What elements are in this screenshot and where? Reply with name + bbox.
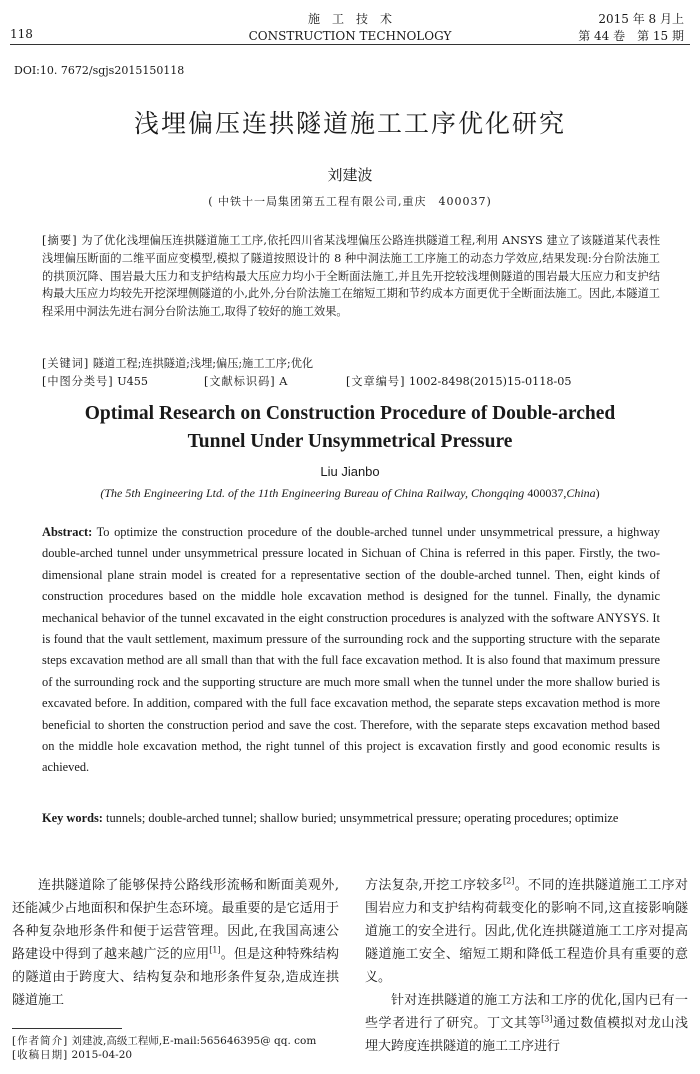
article-number-value: 1002-8498(2015)15-0118-05 xyxy=(409,375,572,388)
affiliation-en-close: ) xyxy=(595,486,600,500)
body-text: 。但是这种特殊结构的隧道由于跨度大、结构复杂和地形条件复杂,造成连拱隧道施工 xyxy=(12,947,339,1008)
abstract-en-text: To optimize the construction procedure of the double-arched tunnel under unsymmetrical pressure, a highway double-arched tunnel under unsymmetrical pressure located in Sichuan of China is referred in this paper. Firstly, the two-dimensional plane strain model is created for a representative section of the double-arched tunnel. Then, eight kinds of construction procedures based on the middle hole excavation method is designed for the tunnel. Finally, the dynamic mechanical behavior of the tunnel excavated in the eight construction procedures is analyzed with the software ANYSYS. It is found that the vault settlement, maximum pressure of the surrounding rock and the supporting structure with the separate steps excavation method are all small than that with the full face excavation method. It is also found that maximum pressure of the surrounding rock and the supporting structure are much more small when the tunnel under the more shallow buried is excavated before. In addition, compared with the full face excavation method, the separate steps excavation method is more beneficial to shorten the construction period and save the cost. Therefore, with the separate steps excavation method based on the middle hole excavation method, the right tunnel of this project is excavation firstly and good economic results is achieved. xyxy=(42,525,661,775)
abstract-en: Abstract: To optimize the construction procedure of the double-arched tunnel under unsymmetrical pressure, a highway double-arched tunnel under unsymmetrical pressure located in Sichuan of China is referred in this paper. Firstly, the two-dimensional plane strain model is created for a representative section of the double-arched tunnel. Then, eight kinds of construction procedures based on the middle hole excavation method is designed for the tunnel. Finally, the dynamic mechanical behavior of the tunnel excavated in the eight construction procedures is analyzed with the software ANYSYS. It is found that the vault settlement, maximum pressure of the surrounding rock and the supporting structure with the separate steps excavation method are all small than that with the full face excavation method. It is also found that maximum pressure of the surrounding rock and the supporting structure are much more small when the tunnel under the more shallow buried is excavated before. In addition, compared with the full face excavation method, the separate steps excavation method is more beneficial to shorten the construction period and save the cost. Therefore, with the separate steps excavation method based on the middle hole excavation method, the right tunnel of this project is excavation firstly and good economic results is achieved. xyxy=(42,525,661,775)
author-cn: 刘建波 xyxy=(327,166,373,184)
footnote-received-label: [收稿日期] xyxy=(12,1049,69,1061)
abstract-en-label: Abstract xyxy=(42,525,89,539)
affiliation-en-org: (The 5th Engineering Ltd. of the 11th Engineering Bureau of China Railway, Chongqing xyxy=(100,486,525,500)
affiliation-cn: ( 中铁十一局集团第五工程有限公司,重庆 400037) xyxy=(208,195,492,208)
citation-ref[interactable]: [3] xyxy=(541,1014,553,1024)
paper-title-en-line2: Tunnel Under Unsymmetrical Pressure xyxy=(187,431,513,452)
keywords-cn-label: [关键词] xyxy=(42,357,90,370)
header-rule xyxy=(10,44,690,45)
author-en: Liu Jianbo xyxy=(320,464,380,479)
issue-date: 2015 年 8 月上 xyxy=(598,12,684,26)
body-paragraph xyxy=(365,874,688,989)
document-code-value: A xyxy=(279,375,288,388)
clc-value: U455 xyxy=(117,375,149,388)
doi: DOI:10. 7672/sgjs2015150118 xyxy=(14,64,185,77)
body-text: 针对连拱隧道的施工方法和工序的优化,国内已有一些学者进行了研究。丁文其等 xyxy=(365,993,688,1031)
paper-title-en-line1: Optimal Research on Construction Procedure of Double-arched xyxy=(84,403,616,424)
clc-code xyxy=(42,373,148,391)
affiliation-en-postcode: 400037, xyxy=(527,486,567,500)
document-code xyxy=(204,373,287,391)
body-text: 。不同的连拱隧道施工工序对围岩应力和支护结构荷载变化的影响不同,这直接影响隧道施工的安全进行。因此,优化连拱隧道施工工序对提高隧道施工安全、缩短工期和降低工程造价具有重要的意义。 xyxy=(365,878,688,985)
body-text: 通过数值模拟对龙山浅埋大跨度连拱隧道的施工工序进行 xyxy=(365,1016,688,1054)
citation-ref[interactable]: [2] xyxy=(503,876,515,886)
article-number xyxy=(346,373,571,391)
volume-issue: 第 44 卷 第 15 期 xyxy=(578,29,684,43)
body-paragraph xyxy=(12,874,339,1012)
body-column-left xyxy=(12,874,339,1012)
keywords-cn xyxy=(42,355,660,373)
paper-title-cn: 浅埋偏压连拱隧道施工工序优化研究 xyxy=(133,109,566,138)
journal-name-cn: 施 工 技 术 xyxy=(307,12,392,26)
footnote-author-text: 刘建波,高级工程师,E-mail:565646395@ qq. com xyxy=(71,1035,317,1047)
article-number-label: [文章编号] xyxy=(346,375,406,388)
document-code-label: [文献标识码] xyxy=(204,375,276,388)
keywords-en: Key words: tunnels; double-arched tunnel; shallow buried; unsymmetrical pressure; operating procedures; optimize xyxy=(42,811,619,825)
abstract-cn-label: [摘要] xyxy=(42,234,78,247)
keywords-en-label: Key words xyxy=(42,811,99,825)
body-column-right xyxy=(365,874,688,1058)
body-text: 方法复杂,开挖工序较多 xyxy=(365,878,504,893)
journal-name-en: CONSTRUCTION TECHNOLOGY xyxy=(248,29,452,43)
keywords-cn-text: 隧道工程;连拱隧道;浅埋;偏压;施工工序;优化 xyxy=(92,357,314,370)
footnote xyxy=(12,1034,316,1062)
page-number: 118 xyxy=(10,27,33,41)
issue-info xyxy=(578,11,684,45)
clc-label: [中图分类号] xyxy=(42,375,114,388)
footnote-rule xyxy=(12,1028,122,1029)
abstract-cn xyxy=(42,232,660,321)
footnote-received-text: 2015-04-20 xyxy=(71,1049,133,1061)
body-text: 连拱隧道除了能够保持公路线形流畅和断面美观外,还能减少占地面积和保护生态环境。最重要的是它适用于各种复杂地形条件和便于运营管理。因此,在我国高速公路建设中得到了越来越广泛的应用 xyxy=(12,878,339,962)
affiliation-en xyxy=(0,486,700,501)
footnote-author-label: [作者简介] xyxy=(12,1035,69,1047)
footnote-author xyxy=(12,1034,316,1048)
abstract-cn-text: 为了优化浅埋偏压连拱隧道施工工序,依托四川省某浅埋偏压公路连拱隧道工程,利用 ANSYS 建立了该隧道某代表性浅埋偏压断面的二维平面应变模型,模拟了隧道按照设计的 8 种中洞法施工工序施工的动态力学效应,结果发现:分台阶法施工的拱顶沉降、围岩最大压力和支护结构最大压应力均小于全断面法施工,并且先开挖较浅埋侧隧道的围岩最大压应力和支护结构最大压应力均较先开挖深埋侧隧道的小,此外,分台阶法施工在缩短工期和节约成本方面更优于全断面法施工。因此,本隧道工程采用中洞法先进右洞分台阶法施工,取得了较好的施工效果。 xyxy=(42,234,661,319)
affiliation-en-country: China xyxy=(566,486,596,500)
paper-title-en xyxy=(0,400,700,456)
keywords-en-text: tunnels; double-arched tunnel; shallow buried; unsymmetrical pressure; operating procedures; optimize xyxy=(106,811,619,825)
classification-row xyxy=(42,373,660,391)
body-paragraph xyxy=(365,989,688,1058)
footnote-received xyxy=(12,1048,316,1062)
citation-ref[interactable]: [1] xyxy=(209,945,221,955)
